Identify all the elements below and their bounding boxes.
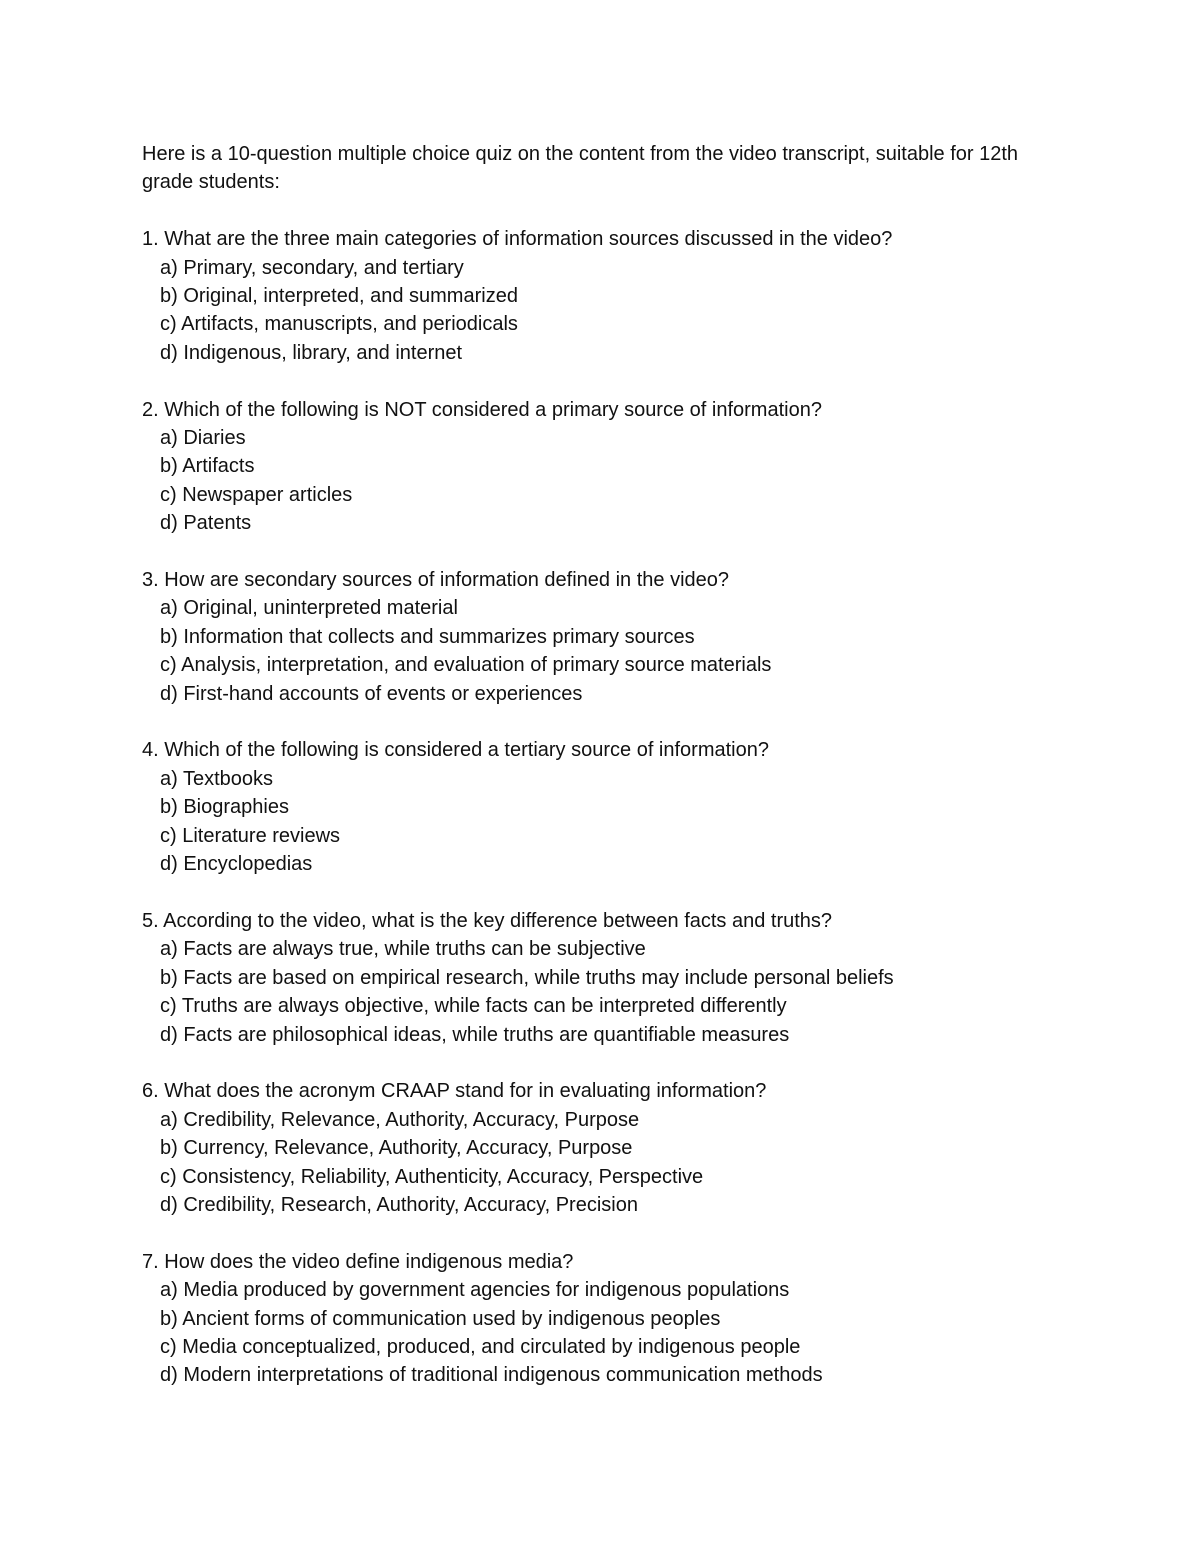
question-text: What does the acronym CRAAP stand for in evaluating information?	[164, 1080, 767, 1103]
option-b: b) Ancient forms of communication used by indigenous peoples	[160, 1307, 721, 1330]
option-d: d) Modern interpretations of traditional indigenous communication methods	[160, 1364, 823, 1387]
option-b: b) Biographies	[160, 796, 289, 819]
option-list	[142, 1276, 1062, 1390]
option-c: c) Literature reviews	[160, 824, 341, 847]
option-a: a) Textbooks	[160, 767, 274, 790]
option-a: a) Media produced by government agencies for indigenous populations	[160, 1279, 790, 1302]
option-c: c) Consistency, Reliability, Authenticity, Accuracy, Perspective	[160, 1165, 704, 1188]
option-c: c) Media conceptualized, produced, and circulated by indigenous people	[160, 1335, 801, 1358]
option-b: b) Information that collects and summarizes primary sources	[160, 625, 695, 648]
option-list	[142, 594, 1062, 708]
option-b: b) Artifacts	[160, 455, 255, 478]
question-number: 6.	[142, 1080, 159, 1103]
option-d: d) Credibility, Research, Authority, Accuracy, Precision	[160, 1193, 638, 1216]
option-a: a) Facts are always true, while truths can be subjective	[160, 938, 646, 961]
option-b: b) Facts are based on empirical research, while truths may include personal beliefs	[160, 966, 894, 989]
question-7	[142, 1248, 1062, 1390]
question-number: 4.	[142, 739, 159, 762]
question-number: 2.	[142, 398, 159, 421]
option-d: d) Indigenous, library, and internet	[160, 341, 463, 364]
question-5	[142, 907, 1062, 1049]
option-c: c) Newspaper articles	[160, 483, 353, 506]
document-page	[142, 140, 1062, 1418]
question-number: 7.	[142, 1250, 159, 1273]
question-number: 5.	[142, 909, 159, 932]
question-text: How does the video define indigenous media?	[164, 1250, 574, 1273]
option-a: a) Credibility, Relevance, Authority, Accuracy, Purpose	[160, 1108, 640, 1131]
question-text: Which of the following is considered a tertiary source of information?	[164, 739, 769, 762]
question-stem	[142, 225, 1062, 253]
question-3	[142, 566, 1062, 708]
option-d: d) Facts are philosophical ideas, while truths are quantifiable measures	[160, 1023, 790, 1046]
question-text: What are the three main categories of information sources discussed in the video?	[164, 228, 893, 251]
question-text: How are secondary sources of information defined in the video?	[164, 569, 730, 592]
option-c: c) Artifacts, manuscripts, and periodicals	[160, 313, 518, 336]
option-d: d) First-hand accounts of events or experiences	[160, 682, 583, 705]
option-c: c) Truths are always objective, while facts can be interpreted differently	[160, 995, 787, 1018]
question-2	[142, 396, 1062, 538]
option-c: c) Analysis, interpretation, and evaluation of primary source materials	[160, 654, 772, 677]
question-stem	[142, 1248, 1062, 1276]
option-list	[142, 424, 1062, 538]
option-list	[142, 254, 1062, 368]
option-a: a) Diaries	[160, 427, 246, 450]
option-b: b) Original, interpreted, and summarized	[160, 285, 518, 308]
question-number: 3.	[142, 569, 159, 592]
quiz-intro: Here is a 10-question multiple choice quiz on the content from the video transcript, suitable for 12th grade students:	[142, 143, 1019, 194]
option-list	[142, 935, 1062, 1049]
question-text: According to the video, what is the key difference between facts and truths?	[163, 909, 833, 932]
question-1	[142, 225, 1062, 367]
question-text: Which of the following is NOT considered a primary source of information?	[164, 398, 822, 421]
option-b: b) Currency, Relevance, Authority, Accuracy, Purpose	[160, 1137, 633, 1160]
question-stem	[142, 907, 1062, 935]
question-stem	[142, 1077, 1062, 1105]
question-4	[142, 736, 1062, 878]
question-stem	[142, 566, 1062, 594]
option-list	[142, 1106, 1062, 1220]
question-stem	[142, 396, 1062, 424]
question-6	[142, 1077, 1062, 1219]
option-list	[142, 765, 1062, 879]
option-d: d) Patents	[160, 512, 252, 535]
question-number: 1.	[142, 228, 159, 251]
option-d: d) Encyclopedias	[160, 853, 313, 876]
option-a: a) Primary, secondary, and tertiary	[160, 256, 464, 279]
option-a: a) Original, uninterpreted material	[160, 597, 458, 620]
question-stem	[142, 736, 1062, 764]
